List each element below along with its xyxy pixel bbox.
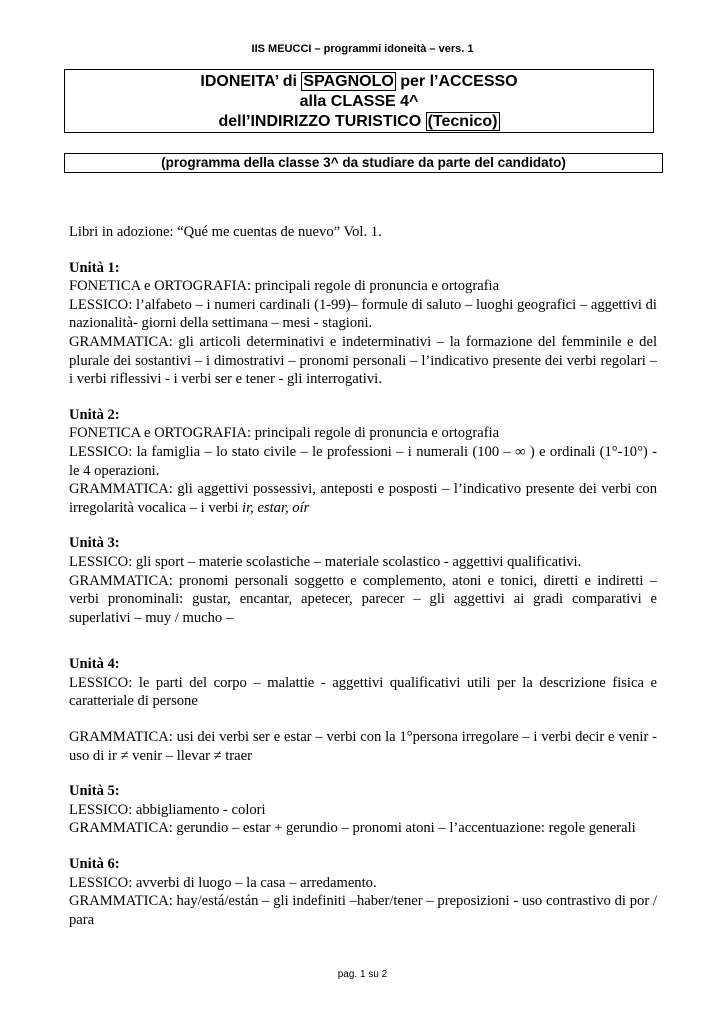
- document-body: [69, 223, 657, 929]
- page-header: IIS MEUCCI – programmi idoneità – vers. 1: [251, 43, 474, 55]
- title-box: [64, 69, 654, 133]
- unit-5-lexicon: LESSICO: abbigliamento - colori: [69, 801, 266, 818]
- title-line-1: IDONEITA’ di SPAGNOLO per l’ACCESSO: [200, 73, 518, 90]
- unit-6-grammar: GRAMMATICA: hay/está/están – gli indefiniti –haber/tener – preposizioni - uso contrastivo di por / para: [69, 893, 657, 928]
- title-line-3: dell’INDIRIZZO TURISTICO (Tecnico): [218, 113, 498, 130]
- subtitle-box: (programma della classe 3^ da studiare da parte del candidato): [64, 153, 663, 173]
- unit-3-title: Unità 3:: [69, 535, 120, 552]
- unit-2-title: Unità 2:: [69, 406, 120, 423]
- unit-2-lexicon: LESSICO: la famiglia – lo stato civile – le professioni – i numerali (100 – ∞ ) e ordinali (1°-10°) - le 4 operazioni.: [69, 443, 657, 479]
- unit-1-lexicon: LESSICO: l’alfabeto – i numeri cardinali (1-99)– formule di saluto – luoghi geografici – aggettivi di nazionalità- giorni della settimana – mesi - stagioni.: [69, 296, 657, 332]
- unit-2-phonetics: FONETICA e ORTOGRAFIA: principali regole di pronuncia e ortografia: [69, 425, 500, 442]
- unit-1-phonetics: FONETICA e ORTOGRAFIA: principali regole di pronuncia e ortografia: [69, 278, 500, 295]
- title-line-2: alla CLASSE 4^: [299, 93, 419, 110]
- unit-3-grammar: GRAMMATICA: pronomi personali soggetto e complemento, atoni e tonici, diretti e indiretti – verbi pronominali: gustar, encantar, apetecer, parecer – gli aggettivi ai gradi comparativi e superlativi – muy / mucho –: [69, 572, 657, 626]
- unit-6-title: Unità 6:: [69, 856, 120, 873]
- unit-1-grammar: GRAMMATICA: gli articoli determinativi e indeterminativi – la formazione del femminile e del plurale dei sostantivi – i dimostrativi – pronomi personali – l’indicativo presente dei verbi regolari – i verbi riflessivi - i verbi ser e tener - gli interrogativi.: [69, 333, 657, 388]
- unit-5-title: Unità 5:: [69, 783, 120, 800]
- unit-4-lexicon: LESSICO: le parti del corpo – malattie - aggettivi qualificativi utili per la descrizione fisica e caratteriale di persone: [69, 674, 657, 710]
- page-footer: pag. 1 su 2: [337, 969, 388, 980]
- unit-6-lexicon: LESSICO: avverbi di luogo – la casa – arredamento.: [69, 874, 377, 891]
- unit-1-title: Unità 1:: [69, 259, 120, 276]
- subject-highlight: SPAGNOLO: [303, 73, 394, 90]
- unit-5-grammar: GRAMMATICA: gerundio – estar + gerundio – pronomi atoni – l’accentuazione: regole generali: [69, 820, 636, 837]
- unit-4-title: Unità 4:: [69, 656, 120, 673]
- unit-2-grammar-verbs: ir, estar, oír: [242, 499, 310, 516]
- books-line: Libri in adozione: “Qué me cuentas de nuevo” Vol. 1.: [69, 224, 382, 240]
- unit-4-grammar: GRAMMATICA: usi dei verbi ser e estar – verbi con la 1°persona irregolare – i verbi decir e venir - uso di ir ≠ venir – llevar ≠ traer: [69, 729, 657, 764]
- track-highlight: (Tecnico): [427, 113, 498, 130]
- unit-2-grammar: GRAMMATICA: gli aggettivi possessivi, anteposti e posposti – l’indicativo presente dei verbi con irregolarità vocalica – i verbi ir, estar, oír: [69, 481, 657, 516]
- unit-3-lexicon: LESSICO: gli sport – materie scolastiche – materiale scolastico - aggettivi qualificativi.: [69, 553, 582, 570]
